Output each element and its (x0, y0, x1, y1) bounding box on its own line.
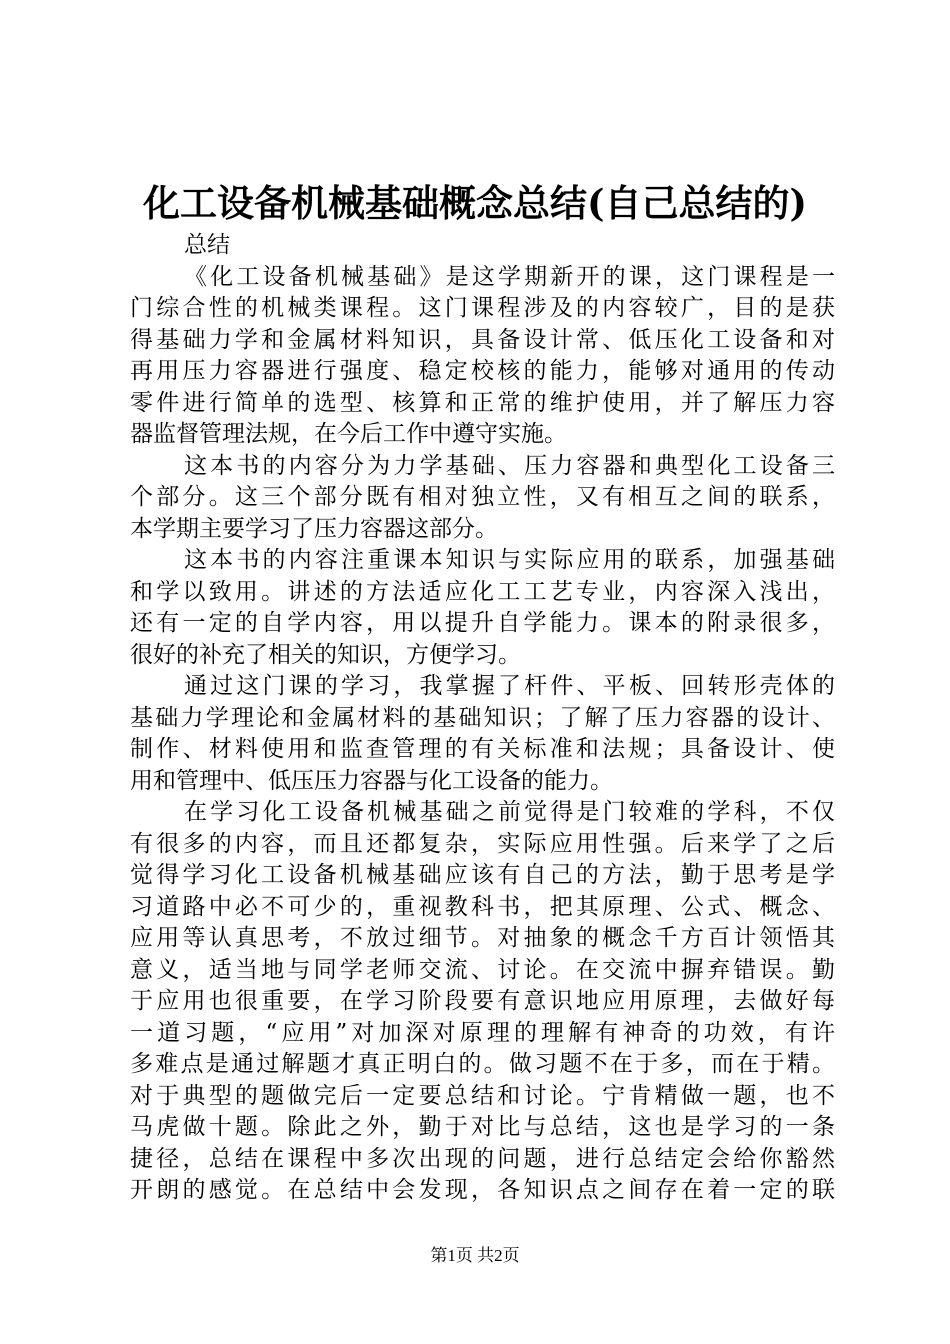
body-line: 通过这门课的学习，我掌握了杆件、平板、回转形壳体的 (184, 673, 835, 699)
page-footer: 第1页 共2页 (430, 1246, 520, 1265)
body-line: 还有一定的自学内容，用以提升自学能力。课本的附录很多， (130, 610, 835, 636)
body-line: 捷径，总结在课程中多次出现的问题，进行总结定会给你豁然 (130, 1145, 835, 1172)
body-line: 个部分。这三个部分既有相对独立性，又有相互之间的联系， (130, 484, 835, 510)
body-line: 于应用也很重要，在学习阶段要有意识地应用原理，去做好每 (130, 988, 835, 1014)
body-line: 基础力学理论和金属材料的基础知识；了解了压力容器的设计、 (130, 704, 835, 731)
body-line: 一道习题，“应用”对加深对原理的理解有神奇的功效，有许 (130, 1019, 835, 1046)
body-line: 多难点是通过解题才真正明白的。做习题不在于多，而在于精。 (130, 1051, 835, 1077)
body-line: 总结 (184, 232, 230, 258)
body-line: 门综合性的机械类课程。这门课程涉及的内容较广，目的是获 (130, 295, 835, 321)
body-line: 习道路中必不可少的，重视教科书，把其原理、公式、概念、 (130, 893, 835, 920)
document-body (130, 230, 835, 1207)
document-title: 化工设备机械基础概念总结(自己总结的) (142, 181, 807, 225)
body-line: 有很多的内容，而且还都复杂，实际应用性强。后来学了之后 (130, 830, 835, 857)
body-line: 《化工设备机械基础》是这学期新开的课，这门课程是一 (184, 263, 835, 290)
body-line: 很好的补充了相关的知识，方便学习。 (130, 641, 521, 668)
body-line: 零件进行简单的选型、核算和正常的维护使用，并了解压力容 (130, 389, 835, 416)
body-line: 器监督管理法规，在今后工作中遵守实施。 (130, 421, 567, 447)
body-line: 对于典型的题做完后一定要总结和讨论。宁肯精做一题，也不 (130, 1082, 835, 1109)
body-line: 本学期主要学习了压力容器这部分。 (130, 515, 498, 542)
body-line: 再用压力容器进行强度、稳定校核的能力，能够对通用的传动 (130, 358, 835, 384)
body-line: 这本书的内容注重课本知识与实际应用的联系，加强基础 (184, 547, 835, 573)
body-line: 马虎做十题。除此之外，勤于对比与总结，这也是学习的一条 (130, 1114, 835, 1140)
body-line: 在学习化工设备机械基础之前觉得是门较难的学科，不仅 (184, 799, 835, 825)
body-line: 和学以致用。讲述的方法适应化工工艺专业，内容深入浅出， (130, 578, 835, 605)
body-line: 觉得学习化工设备机械基础应该有自己的方法，勤于思考是学 (130, 862, 835, 888)
body-line: 得基础力学和金属材料知识，具备设计常、低压化工设备和对 (130, 326, 835, 353)
body-line: 这本书的内容分为力学基础、压力容器和典型化工设备三 (184, 452, 835, 479)
body-line: 用和管理中、低压压力容器与化工设备的能力。 (130, 767, 613, 794)
body-line: 开朗的感觉。在总结中会发现，各知识点之间存在着一定的联 (130, 1177, 835, 1203)
body-line: 制作、材料使用和监查管理的有关标准和法规；具备设计、使 (130, 736, 835, 762)
body-line: 意义，适当地与同学老师交流、讨论。在交流中摒弃错误。勤 (130, 956, 835, 983)
body-line: 应用等认真思考，不放过细节。对抽象的概念千方百计领悟其 (130, 925, 835, 951)
